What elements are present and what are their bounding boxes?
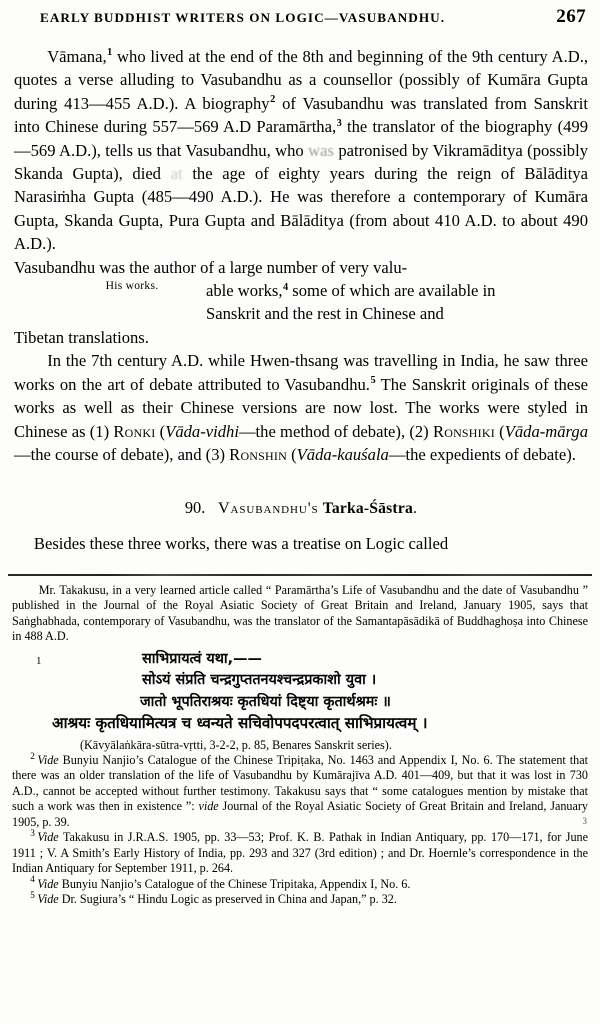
section-heading xyxy=(14,496,588,520)
running-title: EARLY BUDDHIST WRITERS ON LOGIC—VASUBANDHU. xyxy=(40,10,446,25)
footnote-2-tail-marker: 3 xyxy=(582,815,587,826)
footnote-ref-3: 3 xyxy=(336,117,342,129)
page-number: 267 xyxy=(556,6,586,27)
body-text xyxy=(14,45,588,555)
sanskrit-verse-block xyxy=(12,649,588,735)
footnote-3: $^3$ Vide Takakusu in J.R.A.S. 1905, pp. 33—53; Prof. K. B. Pathak in Indian Antiquary, pp. 170—171, for June 1911 ; V. A Smith’s Early History of India, pp. 293 and 327 (3rd edition) ; and Dr. Hoernle’s correspondence in the Indian Antiquary for September 1911, p. 264. xyxy=(12,828,588,876)
footnote-ref-5: 5 xyxy=(370,375,376,387)
faded-scan-text-2: at xyxy=(170,164,183,184)
footnote-2-marker: 2 xyxy=(30,750,35,761)
paragraph-his-works-block xyxy=(14,256,588,350)
his-works-line-3: Sanskrit and the rest in Chinese and xyxy=(206,304,444,324)
term-ronki: Ronki xyxy=(113,421,156,441)
verse-line-2: सोऽयं संप्रति चन्द्रगुप्ततनयश्चन्द्रप्रकाशो युवा । xyxy=(142,672,377,689)
verse-citation: (Kāvyālaṅkāra-sūtra-vṛtti, 3-2-2, p. 85, Benares Sanskrit series). xyxy=(80,737,392,752)
footnote-4: $^4$ Vide Bunyiu Nanjio’s Catalogue of the Chinese Tripitaka, Appendix I, No. 6. xyxy=(30,874,411,891)
verse-line-4: आश्रयः कृतधियामित्यत्र च ध्वन्यते सचिवोपपदपरत्वात् साभिप्रायत्वम् । xyxy=(52,714,428,733)
section-work-title: Tarka-Śāstra xyxy=(322,500,413,518)
term-vada-vidhi: Vāda-vidhi xyxy=(165,421,239,441)
section-number: 90. xyxy=(184,498,206,518)
term-vada-kausala: Vāda-kauśala xyxy=(296,444,389,464)
footnote-5: $^5$ Vide Dr. Sugiura’s “ Hindu Logic as preserved in China and Japan,” p. 32. xyxy=(30,889,397,906)
footnote-1: Mr. Takakusu, in a very learned article called “ Paramārtha’s Life of Vasubandhu and the date of Vasubandhu ” published in the Journal of the Royal Asiatic Society of Great Britain and Ireland, January 1905, says that Saṅghabhada, contemporary of Vasubandhu, was the translator of the Samantapāsādikā of Buddhaghoṣa into Chinese in 488 A.D. xyxy=(12,582,588,644)
verse-line-1: साभिप्रायत्वं यथा,—— xyxy=(142,650,262,667)
footnote-2: $^2$ Vide Bunyiu Nanjio’s Catalogue of the Chinese Tripiṭaka, No. 1463 and Appendix I, No. 6. The statement that there was an older translation of the life of Vasubandhu by Kumārajīva A.D. 401—409, but that it was lost in 730 A.D., cannot be accepted without further testimony. Takakusu says that “ some catalogues mention by mistake that such a work was then in existence ”: vide Journal of the Royal Asiatic Society of Great Britain and Ireland, January 1905, p. 39. 3 xyxy=(12,750,589,829)
book-page xyxy=(0,6,600,1024)
paragraph-hwen-thsang: In the 7th century A.D. while Hwen-thsang was travelling in India, he saw three works on the art of debate attributed to Vasubandhu.$^5$ The Sanskrit originals of these works as well as their Chinese versions are now lost. The works were styled in Chinese as (1) Ronki (Vāda-vidhi—the method of debate), (2) Ronshiki (Vāda-mārga—the course of debate), and (3) Ronshin (Vāda-kauśala—the expedients of debate). xyxy=(14,351,588,464)
his-works-line-2: able works,$^4$ some of which are available in xyxy=(206,281,496,301)
section-period: . xyxy=(412,500,418,518)
footnote-ref-1: 1 xyxy=(107,47,113,59)
section-lead-line: Besides these three works, there was a treatise on Logic called xyxy=(33,533,449,553)
footnotes-block xyxy=(12,583,588,908)
vide-italic-3: Vide xyxy=(37,830,59,845)
verse-line-3: जातो भूपतिराश्रयः कृतधियां दिष्ट्या कृतार्थश्रमः ॥ xyxy=(140,693,391,710)
footnote-ref-2: 2 xyxy=(270,94,276,106)
his-works-line-4: Tibetan translations. xyxy=(14,327,149,347)
footnote-3-marker: 3 xyxy=(30,828,35,839)
term-ronshiki: Ronshiki xyxy=(432,421,495,441)
running-header xyxy=(0,6,600,31)
vide-italic-5: Vide xyxy=(37,891,59,906)
section-author: Vasubandhu's xyxy=(217,499,319,518)
margin-note-his-works: His works. xyxy=(105,279,159,293)
footnote-ref-4: 4 xyxy=(283,281,289,293)
term-ronshin: Ronshin xyxy=(229,444,287,464)
vide-italic: Vide xyxy=(37,752,59,767)
footnote-4-marker: 4 xyxy=(30,874,35,885)
vide-italic-2: vide xyxy=(198,799,219,814)
vide-italic-4: Vide xyxy=(37,876,59,891)
paragraph-vamana: Vāmana,$^1$ who lived at the end of the 8th and beginning of the 9th century A.D., quotes a verse alluding to Vasubandhu as a counsellor (possibly of Kumāra Gupta during 413—455 A.D.). A biography$^2$ of Vasubandhu was translated from Sanskrit into Chinese during 557—569 A.D Paramārtha,$^3$ the translator of the biography (499—569 A.D.), tells us that Vasubandhu, who was patronised by Vikramāditya (possibly Skanda Gupta), died at the age of eighty years during the reign of Bālāditya Narasiṁha Gupta (485—490 A.D.). He was therefore a contemporary of Kumāra Gupta, Skanda Gupta, Pura Gupta and Bālāditya (from about 410 A.D. to about 490 A.D.). xyxy=(14,47,589,254)
his-works-line-1: Vasubandhu was the author of a large number of very valu- xyxy=(14,257,408,277)
verse-footnote-marker: 1 xyxy=(36,654,42,667)
term-vada-marga: Vāda-mārga xyxy=(504,421,588,441)
footnote-5-marker: 5 xyxy=(30,889,35,900)
faded-scan-text: was xyxy=(308,140,334,160)
footnote-separator-rule xyxy=(8,574,592,576)
